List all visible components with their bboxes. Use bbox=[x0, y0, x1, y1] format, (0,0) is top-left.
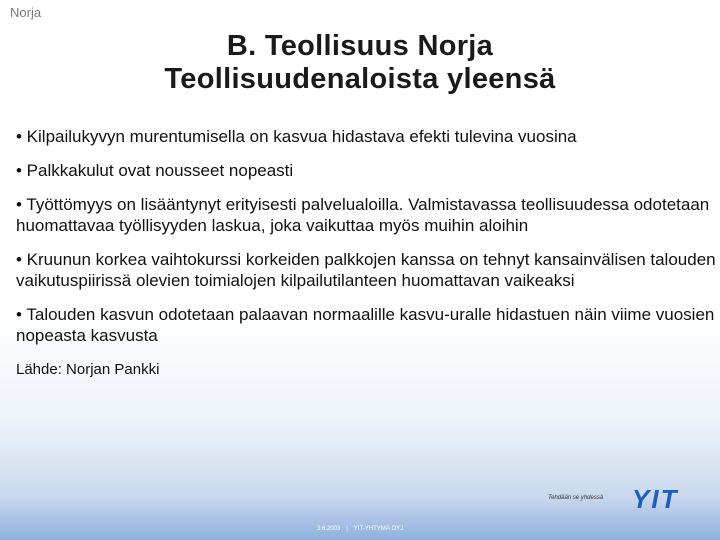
footer-date: 3.6.2003 bbox=[316, 526, 341, 532]
footer-company: YIT-YHTYMÄ OYJ bbox=[353, 526, 404, 532]
slide-title bbox=[0, 30, 720, 96]
corner-label: Norja bbox=[10, 5, 42, 20]
slide-footer bbox=[0, 526, 720, 532]
bullet-item: • Talouden kasvun odotetaan palaavan normaalille kasvu-uralle hidastuen näin viime vuosien nopeasta kasvusta bbox=[16, 305, 715, 345]
bullet-item: • Palkkakulut ovat nousseet nopeasti bbox=[16, 161, 294, 180]
yit-logo bbox=[632, 486, 704, 510]
footer-separator: | bbox=[346, 526, 348, 532]
bullet-item: • Työttömyys on lisääntynyt erityisesti palvelualoilla. Valmistavassa teollisuudessa odotetaan huomattavaa työllisyyden laskua, joka vaikuttaa myös muihin aloihin bbox=[16, 195, 710, 235]
bullet-list bbox=[16, 126, 716, 380]
brand-tagline: Tehdään se yhdessä bbox=[548, 495, 604, 501]
bullet-item: • Kruunun korkea vaihtokurssi korkeiden palkkojen kanssa on tehnyt kansainvälisen talouden vaikutuspiirissä olevien toimialojen kilpailutilanteen huomattavan vaikeaksi bbox=[16, 250, 716, 290]
source-note: Lähde: Norjan Pankki bbox=[16, 361, 160, 378]
svg-text:YIT: YIT bbox=[632, 486, 679, 510]
title-line-2: Teollisuudenaloista yleensä bbox=[164, 63, 556, 95]
title-line-1: B. Teollisuus Norja bbox=[226, 30, 494, 62]
bullet-item: • Kilpailukyvyn murentumisella on kasvua hidastava efekti tulevina vuosina bbox=[16, 127, 577, 146]
